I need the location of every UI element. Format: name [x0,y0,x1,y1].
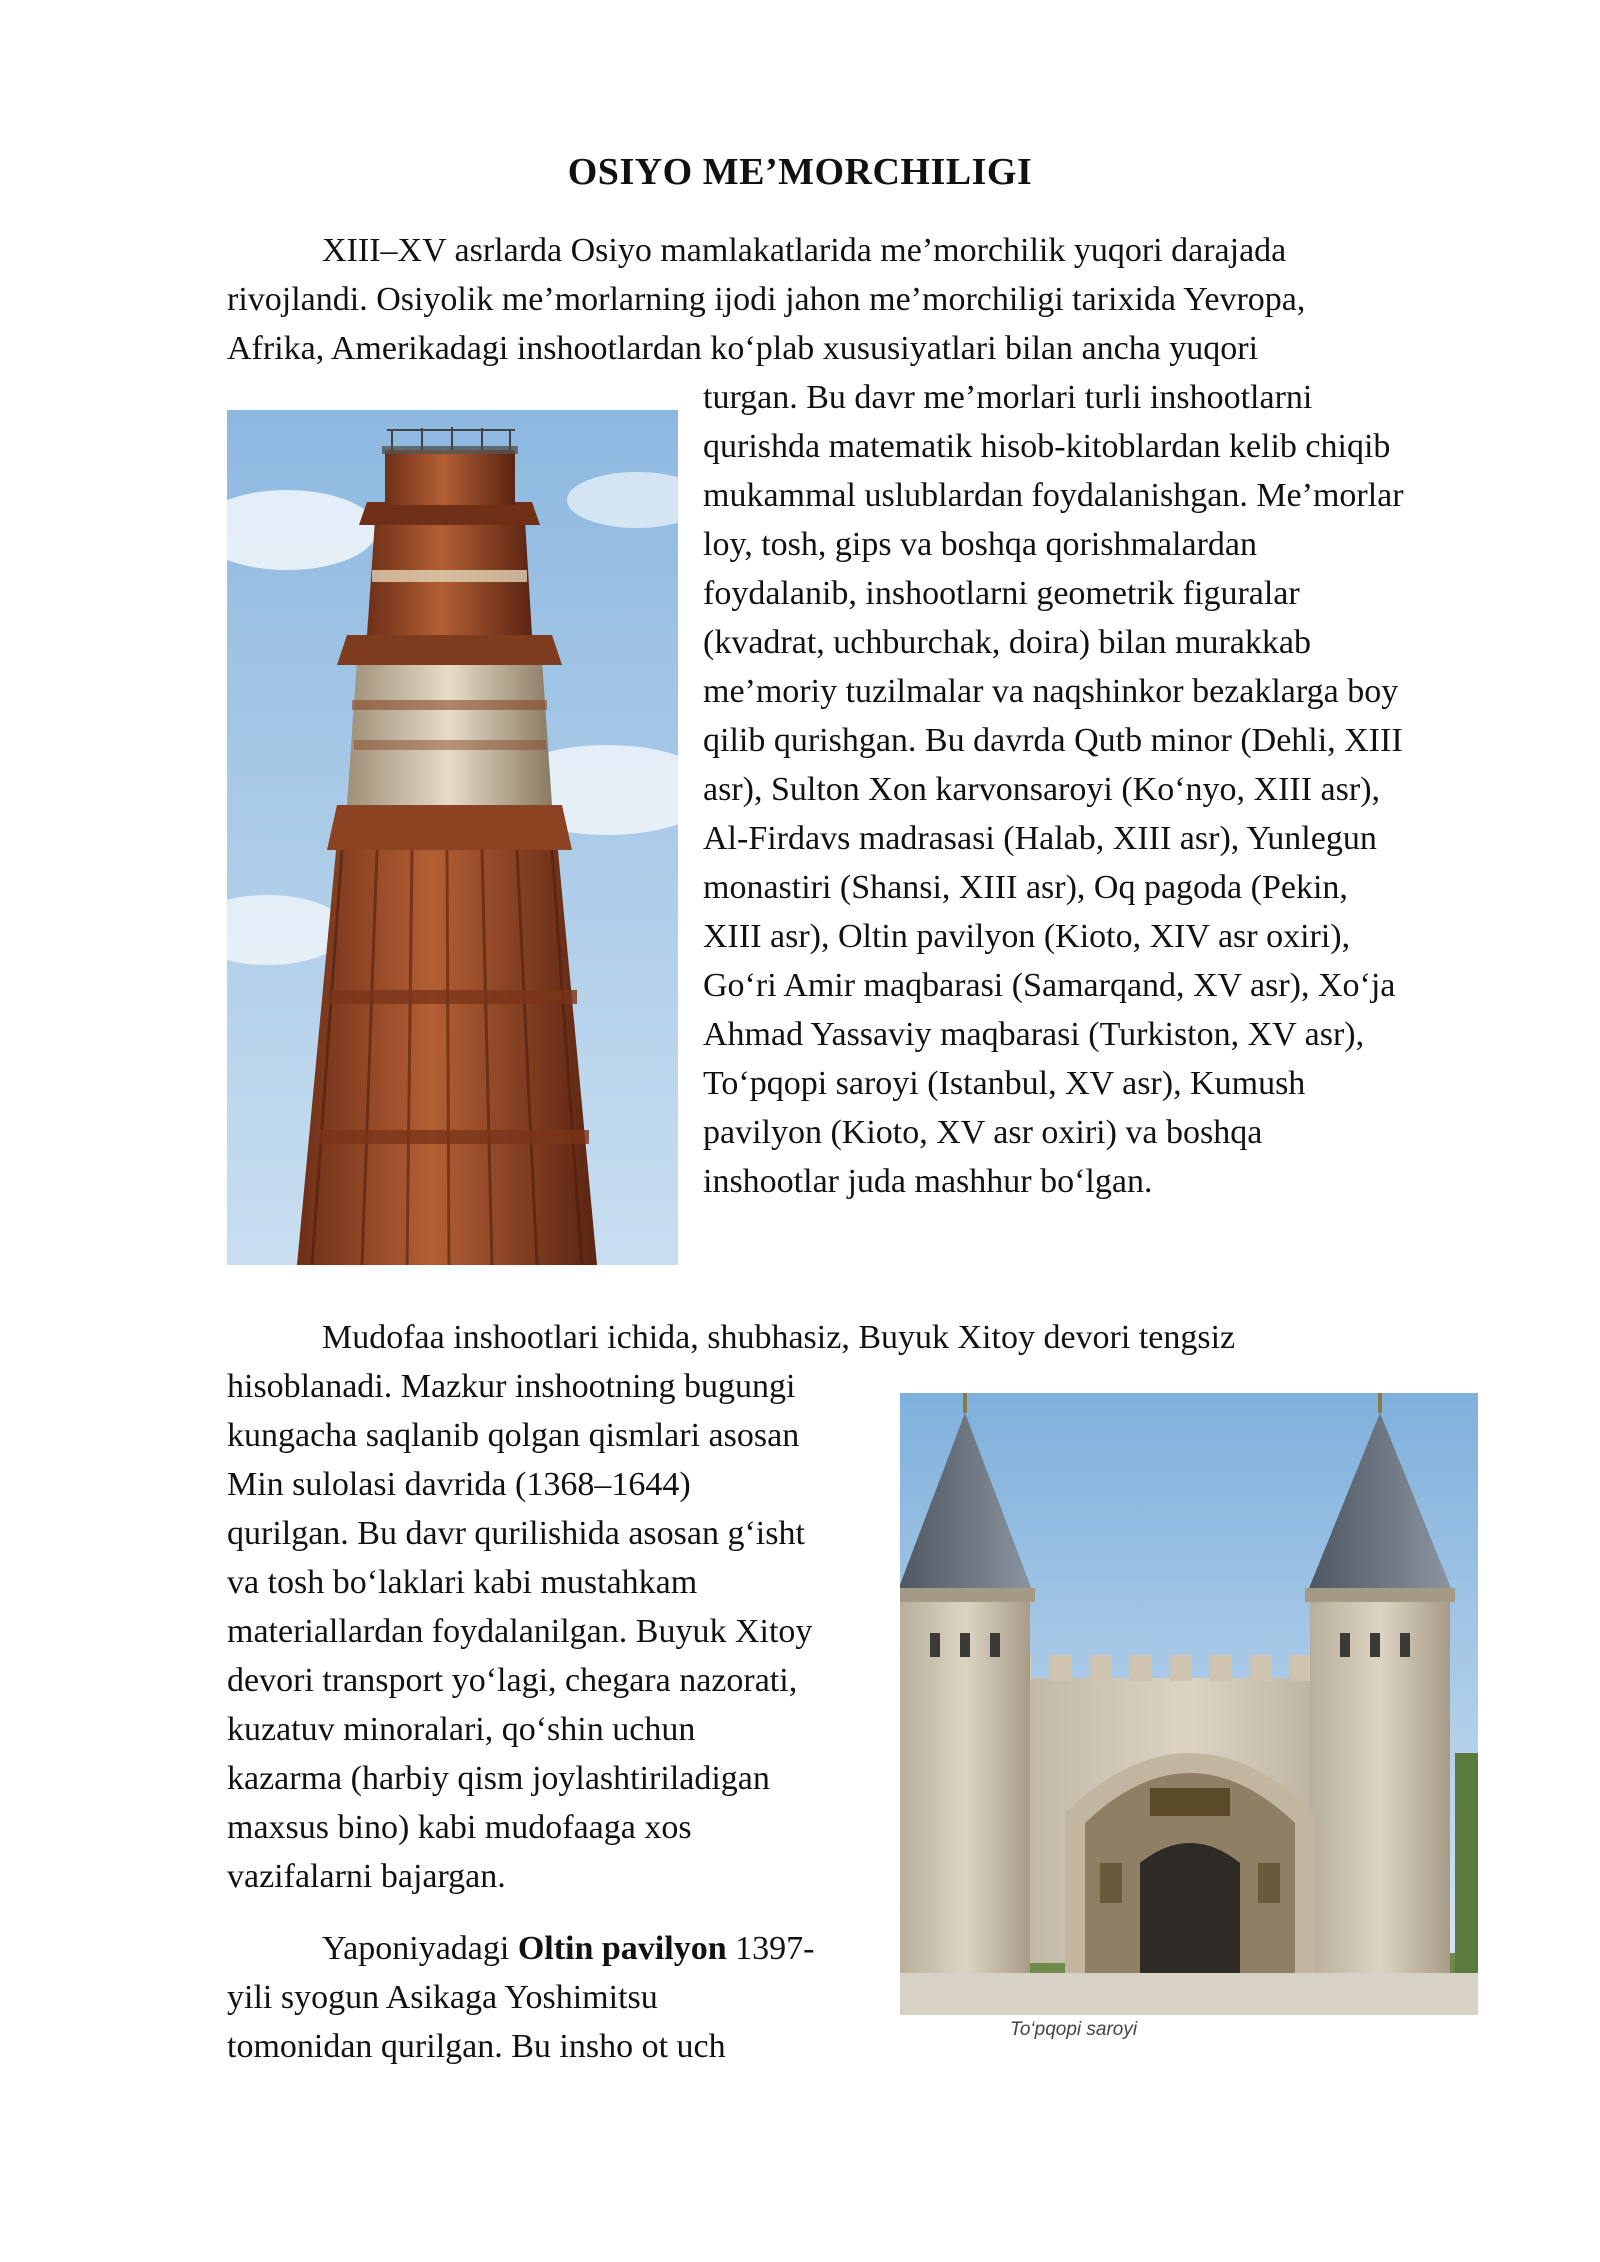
text-line: monastiri (Shansi, XIII asr), Oq pagoda (Pekin, [703,869,1348,906]
bold-term: Oltin pavilyon [517,1930,727,1967]
text-line: inshootlar juda mashhur bo‘lgan. [703,1163,1153,1200]
text-line: turgan. Bu davr me’morlari turli inshootlarni [703,379,1313,416]
text-line: maxsus bino) kabi mudofaaga xos [227,1809,692,1846]
text-line: pavilyon (Kioto, XV asr oxiri) va boshqa [703,1114,1263,1151]
figure-caption: To‘pqopi saroyi [1010,2019,1138,2040]
text-line: vazifalarni bajargan. [227,1858,506,1895]
text-line: Afrika, Amerikadagi inshootlardan ko‘plab xususiyatlari bilan ancha yuqori [227,330,1259,367]
text-line: Al-Firdavs madrasasi (Halab, XIII asr), Yunlegun [703,820,1377,857]
text-line: foydalanib, inshootlarni geometrik figuralar [703,575,1300,612]
gate-illustration [900,1393,1478,2015]
text-line: tomonidan qurilgan. Bu insho ot uch [227,2028,726,2065]
qutb-minar-photo [227,410,678,1265]
text-line: To‘pqopi saroyi (Istanbul, XV asr), Kumush [703,1065,1306,1102]
text-line: qurishda matematik hisob-kitoblardan kelib chiqib [703,428,1391,465]
text-line: materiallardan foydalanilgan. Buyuk Xitoy [227,1613,813,1650]
text-line: Yaponiyadagi Oltin pavilyon 1397- [322,1930,815,1967]
text-line: kuzatuv minoralari, qo‘shin uchun [227,1711,696,1748]
text-line: asr), Sulton Xon karvonsaroyi (Ko‘nyo, XIII asr), [703,771,1381,808]
text-line: qilib qurishgan. Bu davrda Qutb minor (Dehli, XIII [703,722,1403,759]
topkapi-gate-photo [900,1393,1478,2015]
minaret-illustration [227,410,678,1265]
text-line: loy, tosh, gips va boshqa qorishmalardan [703,526,1257,563]
text-line: Ahmad Yassaviy maqbarasi (Turkiston, XV asr), [703,1016,1365,1053]
text-line: XIII asr), Oltin pavilyon (Kioto, XIV asr oxiri), [703,918,1351,955]
text-line: va tosh bo‘laklari kabi mustahkam [227,1564,698,1601]
text-line: Min sulolasi davrida (1368–1644) [227,1466,691,1503]
text-line: qurilgan. Bu davr qurilishida asosan g‘isht [227,1515,805,1552]
text-line: Mudofaa inshootlari ichida, shubhasiz, Buyuk Xitoy devori tengsiz [322,1319,1236,1356]
text-line: devori transport yo‘lagi, chegara nazorati, [227,1662,798,1699]
text-line: kungacha saqlanib qolgan qismlari asosan [227,1417,800,1454]
text-line: yili syogun Asikaga Yoshimitsu [227,1979,658,2016]
text-line: mukammal uslublardan foydalanishgan. Me’morlar [703,477,1404,514]
text-line: XIII–XV asrlarda Osiyo mamlakatlarida me’morchilik yuqori darajada [322,232,1287,269]
text-line: Go‘ri Amir maqbarasi (Samarqand, XV asr), Xo‘ja [703,967,1396,1004]
text-line: me’moriy tuzilmalar va naqshinkor bezaklarga boy [703,673,1399,710]
page-title: OSIYO ME’MORCHILIGI [567,151,1033,193]
text-line: (kvadrat, uchburchak, doira) bilan murakkab [703,624,1311,661]
text-line: rivojlandi. Osiyolik me’morlarning ijodi jahon me’morchiligi tarixida Yevropa, [227,281,1306,318]
text-line: hisoblanadi. Mazkur inshootning bugungi [227,1368,796,1405]
text-line: kazarma (harbiy qism joylashtiriladigan [227,1760,770,1797]
